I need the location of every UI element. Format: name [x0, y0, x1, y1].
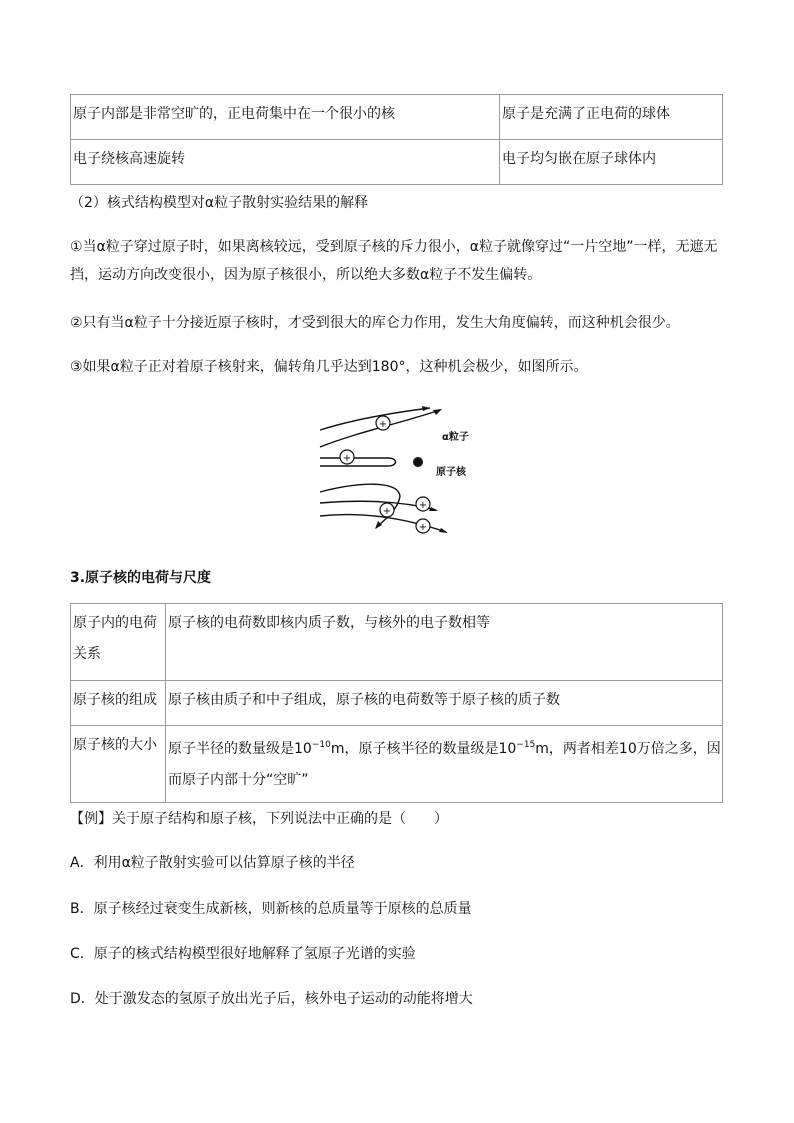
plus-sign: +	[418, 522, 428, 533]
plus-sign: +	[418, 500, 428, 511]
table-row	[71, 604, 723, 681]
table-cell: 原子是充满了正电荷的球体	[500, 95, 723, 140]
alpha-track-top	[320, 408, 430, 430]
point-1: ①当α粒子穿过原子时，如果离核较远，受到原子核的斥力很小，α粒子就像穿过“一片空地”一样，无遮无挡，运动方向改变很小，因为原子核很小，所以绝大多数α粒子不发生偏转。	[70, 239, 718, 283]
table-cell: 原子内部是非常空旷的，正电荷集中在一个很小的核	[71, 95, 500, 140]
row-content: 原子核的电荷数即核内质子数，与核外的电子数相等	[166, 604, 723, 681]
exponent: −10	[311, 740, 331, 750]
nucleus-dot	[413, 457, 423, 467]
arrowhead	[375, 521, 382, 529]
row-label: 原子核的大小	[71, 726, 166, 803]
arrowhead	[429, 507, 438, 511]
point-2: ②只有当α粒子十分接近原子核时，才受到很大的库仑力作用，发生大角度偏转，而这种机会很少。	[70, 315, 680, 331]
row-content	[166, 726, 723, 803]
arrowhead	[422, 406, 430, 411]
option-c: C．原子的核式结构模型很好地解释了氢原子光谱的实验	[70, 946, 416, 962]
section-2-heading: （2）核式结构模型对α粒子散射实验结果的解释	[70, 195, 369, 211]
table-cell: 电子均匀嵌在原子球体内	[500, 140, 723, 185]
option-b: B．原子核经过衰变生成新核，则新核的总质量等于原核的总质量	[70, 901, 472, 917]
section-3-heading: 3.原子核的电荷与尺度	[70, 570, 212, 586]
plus-sign: +	[342, 453, 352, 464]
table-row	[71, 681, 723, 726]
nucleus-label: 原子核	[436, 467, 466, 478]
point-3: ③如果α粒子正对着原子核射来，偏转角几乎达到180°，这种机会极少，如图所示。	[70, 359, 588, 375]
table-row	[71, 95, 723, 140]
option-d: D．处于激发态的氢原子放出光子后，核外电子运动的动能将增大	[70, 991, 473, 1007]
model-comparison-table	[70, 94, 723, 185]
size-text-b: m，原子核半径的数量级是10	[330, 741, 517, 757]
plus-sign: +	[382, 506, 392, 517]
row-label: 原子核的组成	[71, 681, 166, 726]
size-text-a: 原子半径的数量级是10	[168, 741, 312, 757]
alpha-track-backscatter	[320, 458, 396, 466]
nucleus-properties-table	[70, 603, 723, 803]
option-a: A．利用α粒子散射实验可以估算原子核的半径	[70, 855, 355, 871]
table-cell: 电子绕核高速旋转	[71, 140, 500, 185]
alpha-scattering-figure	[318, 400, 478, 540]
example-stem: 【例】关于原子结构和原子核，下列说法中正确的是（ ）	[70, 811, 448, 827]
size-text-c: m，两者相差10万倍之多，因而原子内部十分“空旷”	[168, 741, 721, 788]
row-content: 原子核由质子和中子组成，原子核的电荷数等于原子核的质子数	[166, 681, 723, 726]
table-row	[71, 726, 723, 803]
table-row	[71, 140, 723, 185]
row-label: 原子内的电荷关系	[71, 604, 166, 681]
arrowhead	[439, 528, 448, 533]
alpha-particle-label: α粒子	[442, 432, 469, 443]
plus-sign: +	[378, 419, 388, 430]
arrowhead	[433, 409, 442, 415]
exponent: −15	[516, 740, 536, 750]
